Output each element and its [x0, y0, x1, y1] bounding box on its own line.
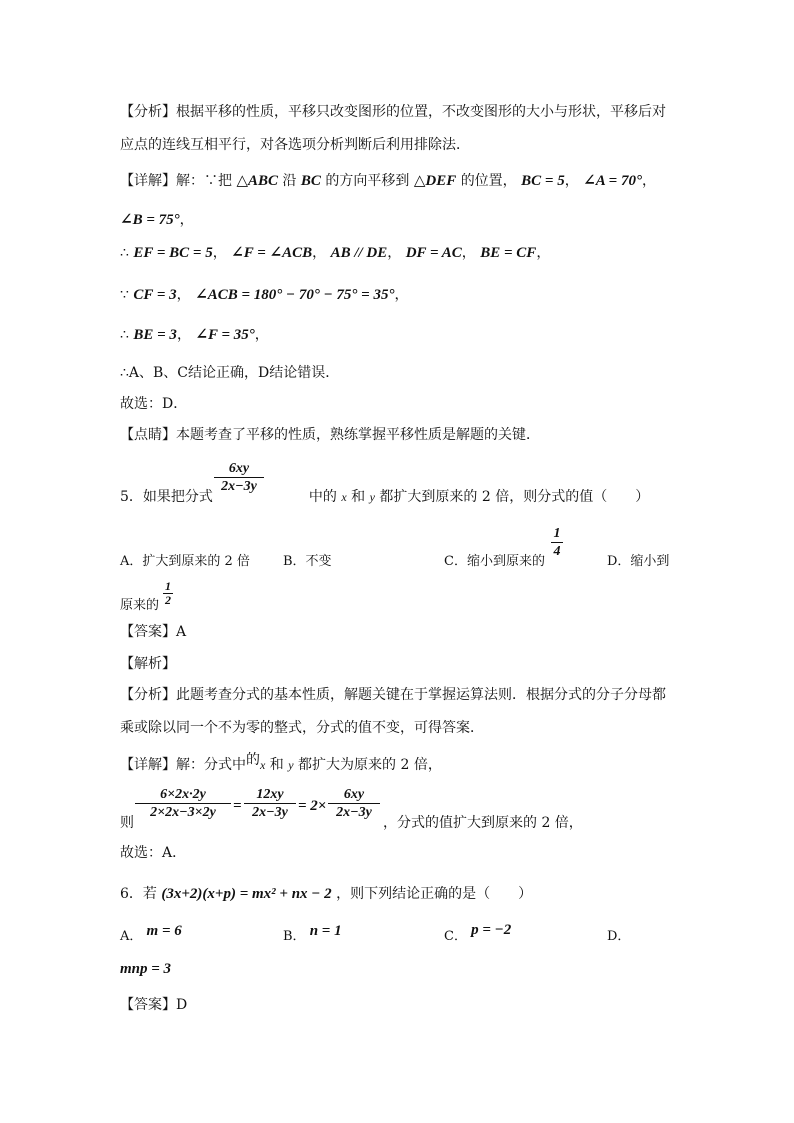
fraction-numerator: 6xy — [228, 461, 250, 476]
calc-fraction-3 — [328, 786, 380, 821]
separator: ， — [641, 173, 656, 189]
fraction-denominator: 2x−3y — [252, 805, 288, 820]
option-label: B． — [283, 929, 306, 944]
detail-label: 【详解】解：分式中 — [120, 757, 246, 773]
separator: ， — [394, 287, 409, 303]
fraction-numerator: 6×2x·2y — [160, 787, 206, 802]
conclusion-line: ∴A、B、C结论正确，D结论错误． — [120, 365, 340, 381]
bc-equals-5: BC = 5 — [521, 173, 565, 189]
fraction-denominator: 4 — [553, 544, 561, 559]
then-text: 则 — [120, 815, 134, 831]
angle-b-75: ∠B = 75° — [120, 212, 180, 228]
option-label: A． — [120, 929, 143, 944]
triangle-def: △DEF — [413, 173, 457, 189]
q5-mid: 中的 — [308, 489, 337, 505]
q5-detail-line — [120, 752, 442, 775]
var-y: y — [369, 490, 375, 504]
analysis-line-1: 【分析】根据平移的性质，平移只改变图形的位置，不改变图形的大小与形状，平移后对 — [120, 104, 666, 120]
separator: ， — [564, 173, 579, 189]
segment-bc: BC — [300, 173, 321, 189]
equals-two-times: = 2× — [298, 798, 327, 814]
q5-stem — [120, 487, 649, 507]
q6-option-d: D． — [607, 929, 631, 944]
option-value: n = 1 — [309, 923, 342, 939]
q5-option-d: D．缩小到 — [607, 554, 670, 569]
q6-post: ，则下列结论正确的是（ ） — [336, 886, 533, 902]
separator: ， — [254, 327, 269, 343]
triangle-abc: △ABC — [236, 173, 279, 189]
equals-sign: = — [233, 798, 242, 814]
q5-answer: 【答案】A — [120, 624, 187, 640]
q6-prefix: 6．若 — [120, 886, 157, 902]
angle-a-70: ∠A = 70° — [583, 173, 642, 189]
q6-stem — [120, 884, 532, 904]
be-3: BE = 3 — [133, 327, 177, 343]
q6-option-d-value: mnp = 3 — [120, 961, 172, 977]
detail-post: 都扩大为原来的 2 倍， — [298, 757, 442, 773]
q6-equation: (3x+2)(x+p) = mx² + nx − 2 — [161, 886, 332, 902]
fraction-denominator: 2 — [165, 593, 171, 607]
calc-fraction-2 — [244, 786, 296, 821]
direction-text: 的方向平移到 — [325, 173, 410, 189]
angle-acb-calc: ∠ACB = 180° − 70° − 75° = 35° — [195, 287, 395, 303]
fraction-denominator: 2×2x−3×2y — [150, 805, 216, 820]
option-value: p = −2 — [471, 922, 512, 938]
detail-label: 【详解】解：∵把 — [120, 173, 232, 189]
because-symbol: ∵ — [120, 287, 129, 303]
df-ac: DF = AC — [405, 245, 462, 261]
var-x: x — [341, 490, 347, 504]
position-text: 的位置， — [460, 173, 517, 189]
separator: ， — [179, 212, 194, 228]
separator: ， — [176, 327, 191, 343]
therefore-line-2 — [120, 325, 269, 345]
q6-option-c — [444, 922, 512, 945]
detail-line-2 — [120, 210, 194, 230]
q5-choose: 故选：A． — [120, 845, 187, 861]
q5-option-b: B．不变 — [283, 554, 332, 569]
be-cf: BE = CF — [480, 245, 537, 261]
analysis-line-2: 应点的连线互相平行，对各选项分析判断后利用排除法． — [120, 137, 470, 153]
cf-3: CF = 3 — [133, 287, 177, 303]
q6-option-a — [120, 925, 182, 945]
q6-option-b — [283, 925, 342, 945]
separator: ， — [312, 245, 327, 261]
detail-end-text: ，分式的值扩大到原来的 2 倍， — [383, 815, 583, 831]
q5-post: 都扩大到原来的 2 倍，则分式的值（ ） — [379, 489, 650, 505]
q5-option-d-cont: 原来的 — [120, 598, 160, 613]
ef-bc-5: EF = BC = 5 — [133, 245, 213, 261]
because-line — [120, 285, 408, 305]
along-text: 沿 — [282, 173, 297, 189]
option-label: C． — [444, 929, 467, 944]
option-value: m = 6 — [146, 923, 182, 939]
detail-line-1 — [120, 171, 656, 191]
var-x: x — [260, 758, 266, 772]
q5-option-c: C．缩小到原来的 — [444, 554, 545, 569]
fraction-denominator: 2x−3y — [221, 479, 257, 494]
fraction-numerator: 1 — [553, 526, 561, 541]
therefore-line-1 — [120, 243, 550, 263]
therefore-symbol: ∴ — [120, 327, 129, 343]
calc-fraction-1 — [135, 786, 231, 821]
q5-option-d-fraction — [163, 580, 173, 607]
and-text: 和 — [351, 489, 366, 505]
var-y: y — [288, 758, 294, 772]
q6-answer: 【答案】D — [120, 997, 188, 1013]
separator: ， — [176, 287, 191, 303]
angle-f-acb: ∠F = ∠ACB — [231, 245, 313, 261]
fraction-numerator: 1 — [165, 579, 171, 593]
q5-prefix: 5．如果把分式 — [120, 489, 213, 505]
choose-d-line: 故选：D． — [120, 396, 188, 412]
separator: ， — [212, 245, 227, 261]
fraction-denominator: 2x−3y — [336, 805, 372, 820]
de-text: 的 — [246, 752, 260, 768]
q5-option-c-fraction — [551, 525, 563, 560]
fraction-numerator: 12xy — [256, 787, 284, 802]
and-text: 和 — [269, 757, 284, 773]
q5-analysis-line-1: 【分析】此题考查分式的基本性质，解题关键在于掌握运算法则．根据分式的分子分母都 — [120, 687, 666, 703]
q5-analysis-line-2: 乘或除以同一个不为零的整式，分式的值不变，可得答案． — [120, 720, 484, 736]
separator: ， — [387, 245, 402, 261]
q5-option-a: A．扩大到原来的 2 倍 — [120, 554, 250, 569]
angle-f-35: ∠F = 35° — [195, 327, 255, 343]
ab-parallel-de: AB // DE — [330, 245, 388, 261]
therefore-symbol: ∴ — [120, 245, 129, 261]
separator: ， — [536, 245, 551, 261]
comment-line: 【点睛】本题考查了平移的性质，熟练掌握平移性质是解题的关键． — [120, 427, 540, 443]
q5-fraction — [214, 460, 264, 495]
fraction-numerator: 6xy — [343, 787, 365, 802]
separator: ， — [461, 245, 476, 261]
q5-analysis-label: 【解析】 — [120, 656, 176, 672]
